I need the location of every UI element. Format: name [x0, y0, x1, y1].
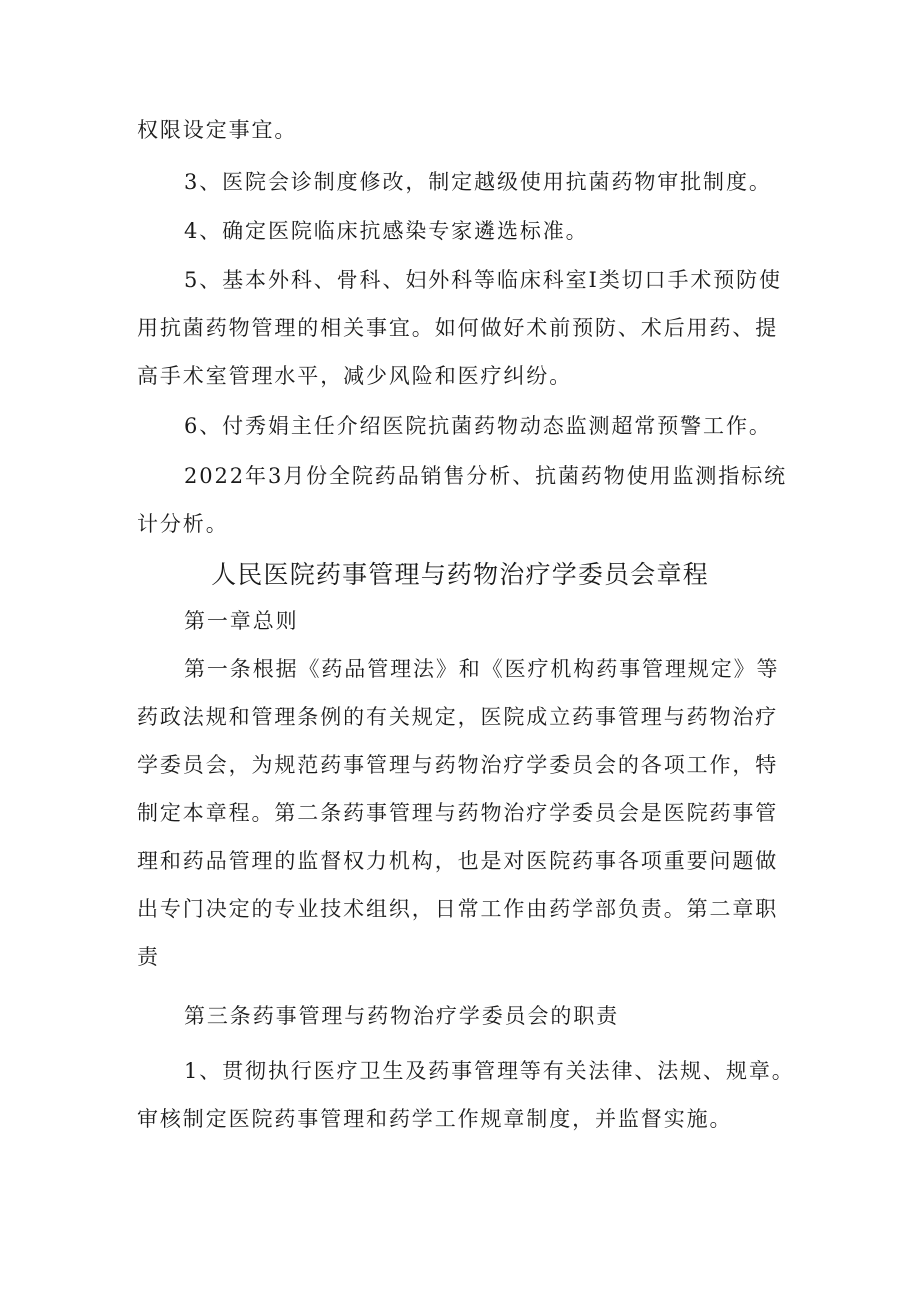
- article-1-paragraph: 第一条根据《药品管理法》和《医疗机构药事管理规定》等药政法规和管理条例的有关规定，医院成立药事管理与药物治疗学委员会，为规范药事管理与药物治疗学委员会的各项工作，特制定本章程。第二条药事管理与药物治疗学委员会是医院药事管理和药品管理的监督权力机构，也是对医院药事各项重要问题做出专门决定的专业技术组织，日常工作由药学部负责。第二章职责: [137, 657, 780, 969]
- chapter-heading: 第一章总则: [184, 609, 299, 633]
- paragraph-sales-analysis: 2022年3月份全院药品销售分析、抗菌药物使用监测指标统计分析。: [137, 464, 788, 536]
- paragraph-continuation: 权限设定事宜。: [137, 118, 298, 142]
- document-title: 人民医院药事管理与药物治疗学委员会章程: [211, 560, 709, 589]
- duty-item-1: 1、贯彻执行医疗卫生及药事管理等有关法律、法规、规章。审核制定医院药事管理和药学工作规章制度，并监督实施。: [137, 1059, 795, 1131]
- article-3-heading: 第三条药事管理与药物治疗学委员会的职责: [184, 1004, 620, 1028]
- paragraph-item-5: 5、基本外科、骨科、妇外科等临床科室Ⅰ类切口手术预防使用抗菌药物管理的相关事宜。如何做好术前预防、术后用药、提高手术室管理水平，减少风险和医疗纠纷。: [137, 268, 782, 388]
- paragraph-item-3: 3、医院会诊制度修改，制定越级使用抗菌药物审批制度。: [184, 170, 772, 194]
- paragraph-item-6: 6、付秀娟主任介绍医院抗菌药物动态监测超常预警工作。: [184, 414, 772, 438]
- paragraph-item-4: 4、确定医院临床抗感染专家遴选标准。: [184, 219, 589, 243]
